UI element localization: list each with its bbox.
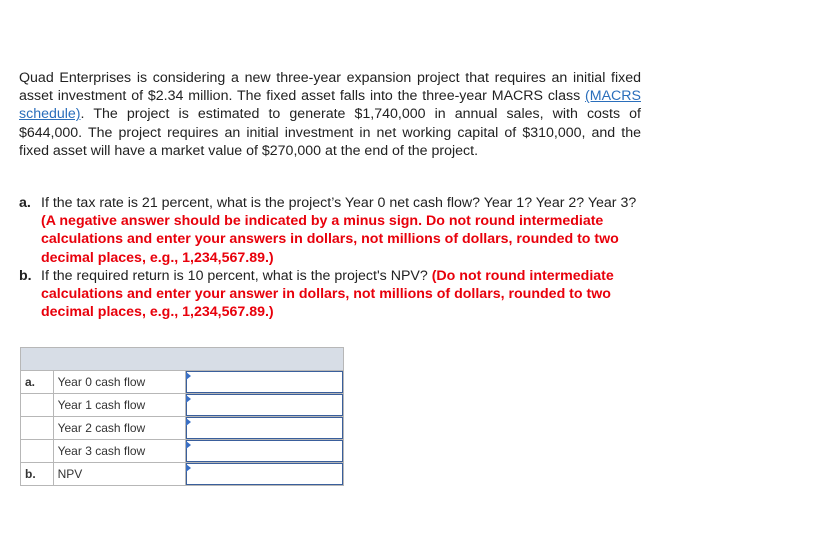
table-row [21,417,344,440]
answer-table [20,347,344,486]
row-input-cell [186,417,344,440]
part-a-question: If the tax rate is 21 percent, what is the project’s Year 0 net cash flow? Year 1? Year 2? Year 3? [41,195,637,211]
part-b [19,267,641,322]
year-2-cash-flow-input[interactable] [186,417,343,439]
row-input-cell [186,394,344,417]
year-0-cash-flow-input[interactable] [186,371,343,393]
part-b-label: b. [19,267,32,284]
table-row [21,371,344,394]
problem-text-part-1: Quad Enterprises is considering a new three-year expansion project that requires an initial fixed asset investment of $2.34 million. The fixed asset falls into the three-year MACRS class [19,70,641,105]
part-a-instruction: (A negative answer should be indicated by a minus sign. Do not round intermediate calculations and enter your answers in dollars, not millions of dollars, rounded to two decimal places, e.g., 1,234,567.89.) [41,213,619,266]
row-letter [21,417,54,440]
row-letter: a. [21,371,54,394]
row-letter [21,440,54,463]
part-a-label: a. [19,195,31,211]
row-label-year-1: Year 1 cash flow [53,394,186,417]
table-row [21,440,344,463]
row-input-cell [186,463,344,486]
npv-input[interactable] [186,463,343,485]
part-a [19,194,641,267]
row-input-cell [186,440,344,463]
year-3-cash-flow-input[interactable] [186,440,343,462]
problem-text-part-2: . The project is estimated to generate $1,740,000 in annual sales, with costs of $644,000. The project requires an initial investment in net working capital of $310,000, and the fixed asset will have a market value of $270,000 at the end of the project. [19,106,641,159]
table-row [21,463,344,486]
part-b-question: If the required return is 10 percent, what is the project's NPV? [41,267,432,284]
row-letter: b. [21,463,54,486]
row-letter [21,394,54,417]
problem-statement [19,69,641,160]
part-a-body [41,194,641,267]
macrs-schedule-link[interactable]: (MACRS schedule) [19,88,641,123]
part-b-instruction: (Do not round intermediate calculations and enter your answer in dollars, not millions of dollars, rounded to two decimal places, e.g., 1,234,567.89.) [41,267,614,321]
part-b-body [41,267,641,322]
row-label-npv: NPV [53,463,186,486]
question-parts [19,194,641,321]
year-1-cash-flow-input[interactable] [186,394,343,416]
answer-table-header [21,348,344,371]
answer-table-header-cell [21,348,344,371]
row-label-year-2: Year 2 cash flow [53,417,186,440]
row-input-cell [186,371,344,394]
table-row [21,394,344,417]
row-label-year-0: Year 0 cash flow [53,371,186,394]
row-label-year-3: Year 3 cash flow [53,440,186,463]
